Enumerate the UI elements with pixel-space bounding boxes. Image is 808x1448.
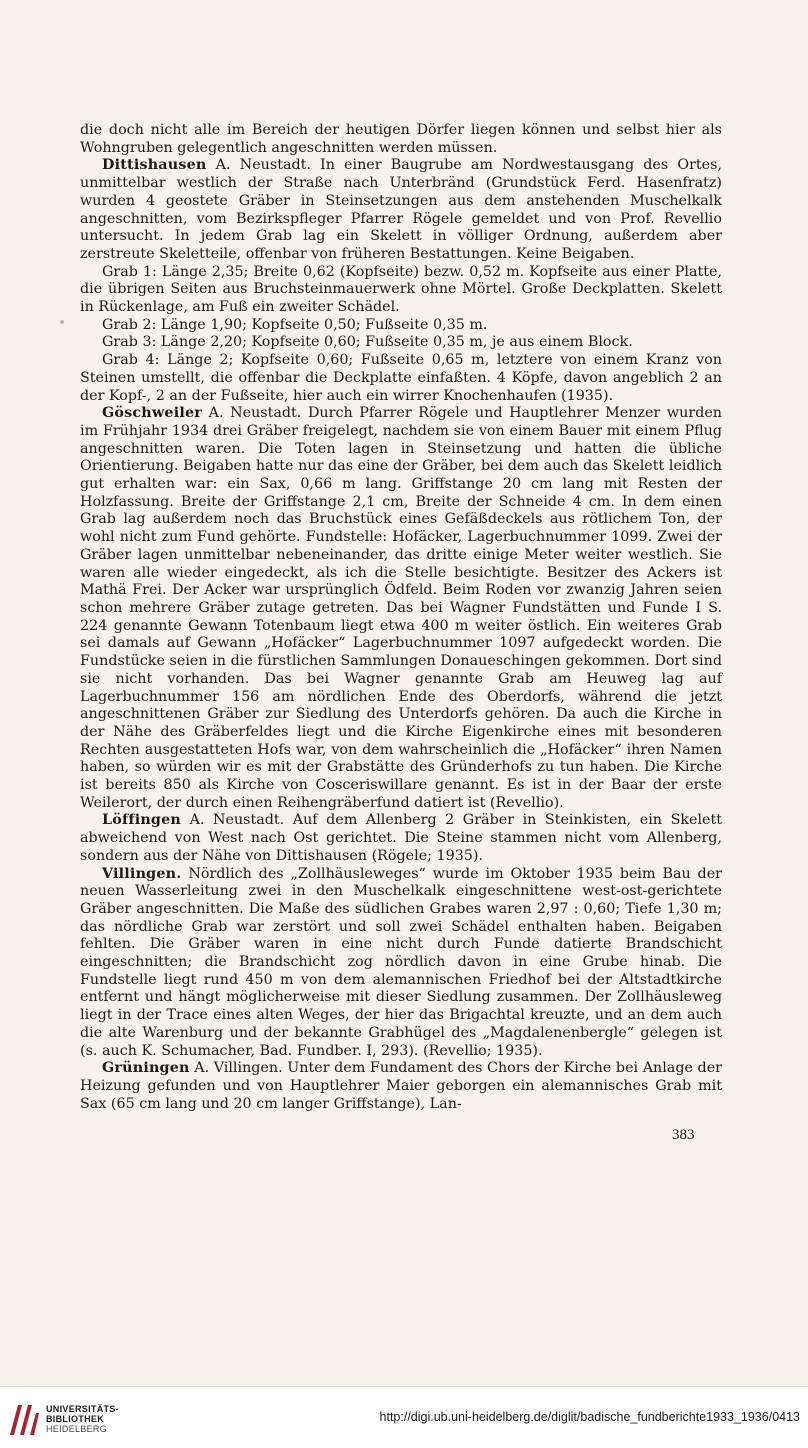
- place-name: Villingen.: [102, 865, 182, 882]
- paragraph-text: Grab 1: Länge 2,35; Breite 0,62 (Kopfseite) bezw. 0,52 m. Kopfseite aus einer Platte, die übrigen Seiten aus Bruchsteinmauerwerk ohne Mörtel. Große Deckplatten. Skelett in Rückenlage, am Fuß ein zweiter Schädel.: [80, 263, 722, 316]
- grab-1-description: [80, 264, 722, 317]
- place-name: Löffingen: [102, 812, 182, 829]
- grab-3-description: [80, 334, 722, 352]
- paragraph-text: Grab 4: Länge 2; Kopfseite 0,60; Fußseite 0,65 m, letztere von einem Kranz von Steinen umstellt, die offenbar die Deckplatte einfaßten. 4 Köpfe, davon angeblich 2 an der Kopf-, 2 an der Fußseite, hier auch ein wirrer Knochenhaufen (1935).: [80, 352, 722, 404]
- paragraph-text: A. Neustadt. Auf dem Allenberg 2 Gräber in Steinkisten, ein Skelett abweichend von West nach Ost gerichtet. Die Steine stammen nicht vom Allenberg, sondern aus der Nähe von Dittishausen (Rögele; 1935).: [80, 812, 723, 864]
- entry-villingen: [80, 866, 722, 1061]
- paragraph-text: Grab 2: Länge 1,90; Kopfseite 0,50; Fußseite 0,35 m.: [102, 316, 488, 333]
- paragraph-text: Nördlich des „Zollhäusleweges“ wurde im Oktober 1935 beim Bau der neuen Wasserleitung zwei in den Muschelkalk eingeschnittene west-ost-gerichtete Gräber angeschnitten. Die Maße des südlichen Grabes waren 2,97 : 0,60; Tiefe 1,30 m; das nördliche Grab war zerstört und soll zwei Schädel enthalten haben. Beigaben fehlten. Die Gräber waren in eine nicht durch Funde datierte Brandschicht eingeschnitten; die Brandschicht zog nördlich davon in eine Grube hinab. Die Fundstelle liegt rund 450 m von dem alemannischen Friedhof bei der Altstadtkirche entfernt und hängt möglicherweise mit dieser Siedlung zusammen. Der Zollhäusleweg liegt in der Trace eines alten Weges, der hier das Brigachtal kreuzte, und an dem auch die alte Warenburg und der bekannte Grabhügel des „Magdalenenbergle“ gelegen ist (s. auch K. Schumacher, Bad. Fundber. I, 293). (Revellio; 1935).: [80, 865, 723, 1059]
- grab-4-description: [80, 352, 722, 405]
- paragraph-text: A. Neustadt. In einer Baugrube am Nordwestausgang des Ortes, unmittelbar westlich der Straße nach Unterbränd (Grundstück Ferd. Hasenfratz) wurden 4 geostete Gräber in Steinsetzungen aus dem anstehenden Muschelkalk angeschnitten, vom Bezirkspfleger Pfarrer Rögele gemeldet und von Prof. Revellio untersucht. In jedem Grab lag ein Skelett in völliger Ordnung, außerdem aber zerstreute Skeletteile, offenbar von früheren Bestattungen. Keine Beigaben.: [80, 157, 722, 262]
- paragraph-text: die doch nicht alle im Bereich der heutigen Dörfer liegen können und selbst hier als Wohngruben gelegentlich angeschnitten werden müssen.: [80, 122, 722, 156]
- permalink-url[interactable]: http://digi.ub.uni-heidelberg.de/diglit/badische_fundberichte1933_1936/0413: [379, 1410, 800, 1424]
- place-name: Göschweiler: [102, 405, 202, 422]
- margin-speck: [60, 320, 64, 324]
- place-name: Grüningen: [102, 1060, 190, 1077]
- grab-2-description: [80, 317, 722, 335]
- body-text: [80, 122, 722, 1113]
- library-name: [46, 1404, 119, 1434]
- page-number: 383: [672, 1127, 695, 1143]
- library-name-line: UNIVERSITÄTS-: [46, 1404, 119, 1414]
- viewer-footer: [0, 1386, 808, 1448]
- paragraph-text: Grab 3: Länge 2,20; Kopfseite 0,60; Fußseite 0,35 m, je aus einem Block.: [102, 334, 633, 351]
- entry-grueningen: [80, 1060, 722, 1113]
- paragraph-text: A. Neustadt. Durch Pfarrer Rögele und Hauptlehrer Menzer wurden im Frühjahr 1934 drei Gräber freigelegt, nachdem sie von einem Bauer mit einem Pflug angeschnitten waren. Die Toten lagen in Steinsetzung und hatten die übliche Orientierung. Beigaben hatte nur das eine der Gräber, bei dem auch das Skelett leidlich gut erhalten war: ein Sax, 0,66 m lang. Griffstange 20 cm lang mit Resten der Holzfassung. Breite der Griffstange 2,1 cm, Breite der Schneide 4 cm. In dem einen Grab lag außerdem noch das Bruchstück eines Gefäßdeckels aus rötlichem Ton, der wohl nicht zum Fund gehörte. Fundstelle: Hofäcker, Lagerbuchnummer 1099. Zwei der Gräber lagen unmittelbar nebeneinander, das dritte einige Meter weiter westlich. Sie waren alle wieder eingedeckt, als ich die Stelle besichtigte. Besitzer des Ackers ist Mathä Frei. Der Acker war ursprünglich Ödfeld. Beim Roden vor zwanzig Jahren seien schon mehrere Gräber zutage getreten. Das bei Wagner Fundstätten und Funde I S. 224 genannte Gewann Totenbaum liegt etwa 400 m weiter östlich. Ein weiteres Grab sei damals auf Gewann „Hofäcker“ Lagerbuchnummer 1097 aufgedeckt worden. Die Fundstücke seien in die fürstlichen Sammlungen Donaueschingen gekommen. Dort sind sie nicht vorhanden. Das bei Wagner genannte Grab am Heuweg lag auf Lagerbuchnummer 156 am nördlichen Ende des Oberdorfs, während die jetzt angeschnittenen Gräber zur Siedlung des Unterdorfs gehören. Da auch die Kirche in der Nähe des Gräberfeldes liegt und die Kirche Eigenkirche eines mit besonderen Rechten ausgestatteten Hofs war, von dem wahrscheinlich die „Hofäcker“ ihren Namen haben, so würden wir es mit der Grabstätte des Gründerhofs zu tun haben. Die Kirche ist bereits 850 als Kirche von Cosceriswillare genannt. Es ist in der Baar der erste Weilerort, der durch einen Reihengräberfund datiert ist (Revellio).: [80, 405, 723, 811]
- heidelberg-library-logo-icon: [8, 1401, 40, 1437]
- entry-dittishausen: [80, 157, 722, 263]
- paragraph-continuation: [80, 122, 722, 157]
- library-name-line: BIBLIOTHEK: [46, 1414, 104, 1424]
- library-name-line: HEIDELBERG: [46, 1424, 108, 1434]
- entry-loeffingen: [80, 812, 722, 865]
- place-name: Dittishausen: [102, 157, 207, 174]
- entry-goeschweiler: [80, 405, 722, 812]
- paragraph-text: A. Villingen. Unter dem Fundament des Chors der Kirche bei Anlage der Heizung gefunden und von Hauptlehrer Maier geborgen ein alemannisches Grab mit Sax (65 cm lang und 20 cm langer Griffstange), Lan-: [80, 1060, 722, 1112]
